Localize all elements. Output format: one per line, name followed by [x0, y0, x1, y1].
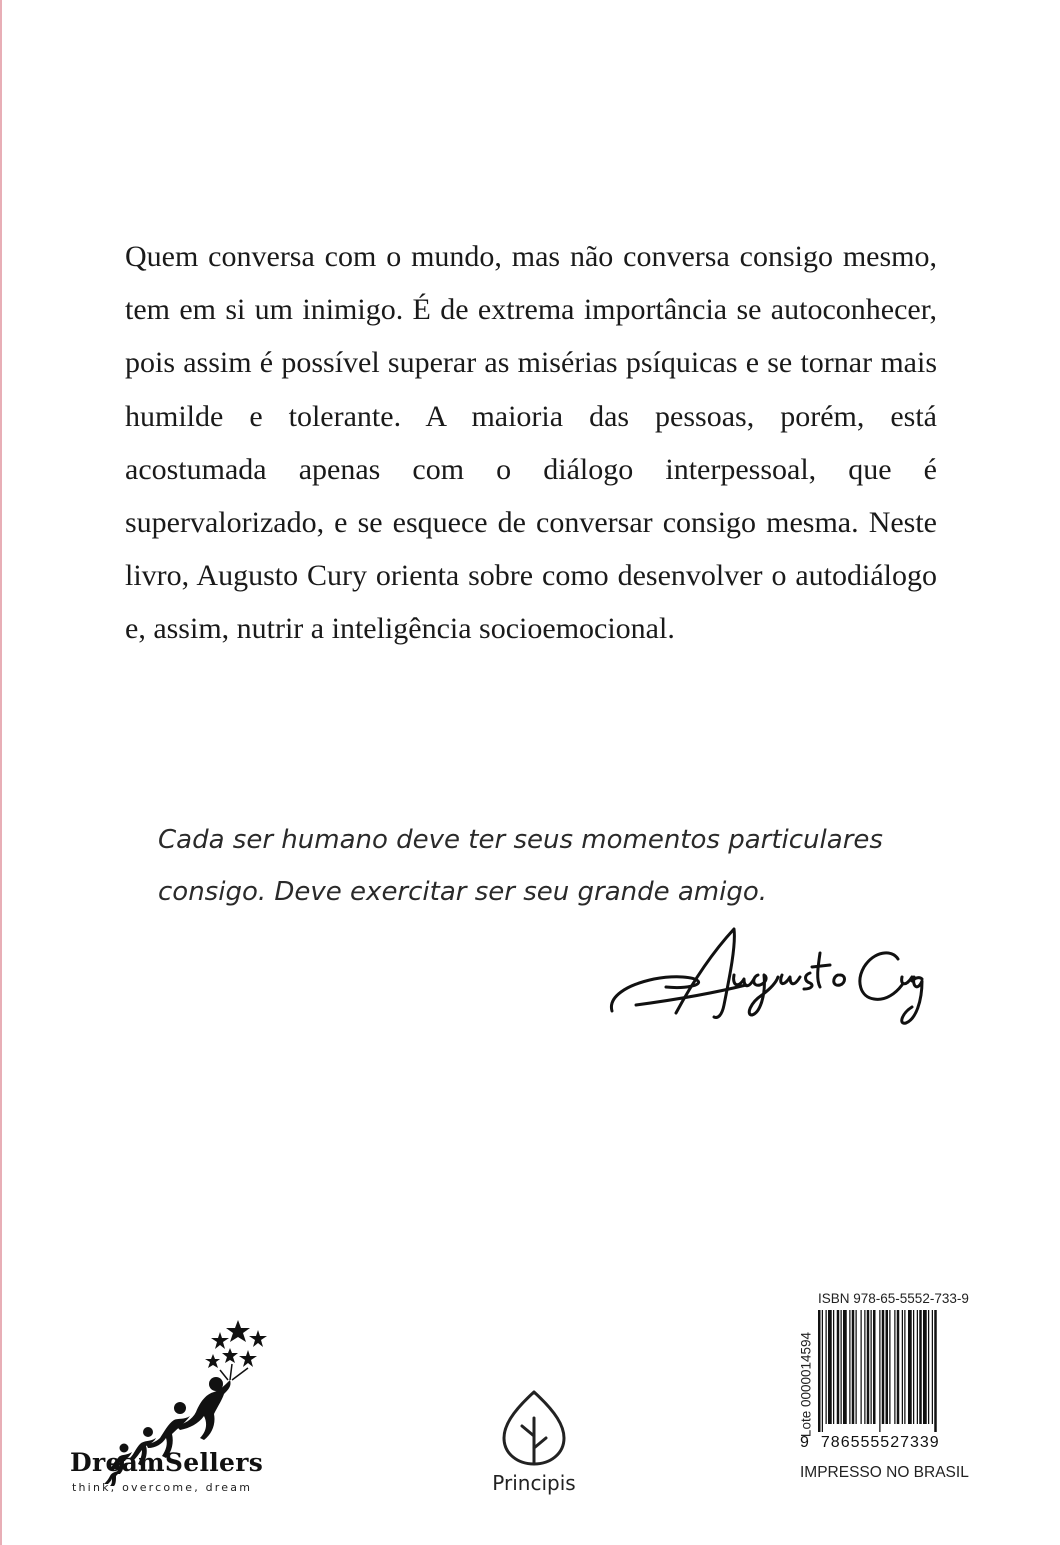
barcode-bar: [894, 1310, 895, 1424]
barcode-bar: [923, 1310, 927, 1424]
dreamsellers-name: DreamSellers: [70, 1448, 264, 1477]
barcode-bar: [889, 1310, 890, 1424]
barcode-bar: [849, 1310, 850, 1424]
barcode-bar: [871, 1310, 872, 1424]
barcode-bar: [934, 1310, 937, 1432]
barcode-bar: [828, 1310, 832, 1424]
barcode-bar: [837, 1310, 840, 1424]
barcode-icon: [818, 1310, 978, 1432]
quote-line-2: consigo. Deve exercitar ser seu grande amigo.: [158, 877, 768, 907]
barcode-bar: [841, 1310, 842, 1424]
principis-name: Principis: [492, 1471, 576, 1495]
spine-edge: [0, 0, 2, 1545]
barcode-bar: [917, 1310, 918, 1424]
barcode-bar: [882, 1310, 885, 1424]
author-signature: [606, 915, 926, 1035]
barcode-digits-rest: 786555527339: [820, 1434, 940, 1451]
author-quote: [158, 814, 918, 918]
dreamsellers-tagline: think, overcome, dream: [72, 1481, 253, 1494]
barcode-bar: [932, 1310, 933, 1424]
barcode-bar: [902, 1310, 903, 1424]
principis-leaf-icon: [502, 1390, 566, 1466]
lote-label: Lote 0000014594: [798, 1331, 814, 1438]
barcode-bar: [856, 1310, 857, 1424]
barcode-digits: [800, 1434, 940, 1452]
barcode-bar: [897, 1310, 900, 1424]
barcode-bar: [826, 1310, 827, 1424]
barcode-bar: [852, 1310, 855, 1424]
barcode-bar: [879, 1310, 880, 1432]
barcode-bar: [873, 1310, 876, 1424]
barcode-bar: [822, 1310, 823, 1432]
barcode-bar: [928, 1310, 929, 1424]
printed-in-brazil: IMPRESSO NO BRASIL: [800, 1464, 969, 1481]
synopsis-text: Quem conversa com o mundo, mas não conversa consigo mesmo, tem em si um inimigo. É de extrema importância se autoconhecer, pois assim é possível superar as misérias psíquicas e se tornar mais humilde e tolerante. A maioria das pessoas, porém, está acostumada apenas com o diálogo interpessoal, que é supervalorizado, e se esquece de conversar consigo mesma. Neste livro, Augusto Cury orienta sobre como desenvolver o autodiálogo e, assim, nutrir a inteligência socioemocional.: [125, 240, 937, 646]
barcode-bar: [913, 1310, 914, 1424]
barcode-bar: [861, 1310, 862, 1424]
barcode-bar: [833, 1310, 834, 1424]
barcode-bar: [904, 1310, 905, 1424]
barcode-bar: [867, 1310, 870, 1424]
barcode-bar: [919, 1310, 922, 1424]
barcode-bar: [843, 1310, 847, 1424]
quote-line-1: Cada ser humano deve ter seus momentos particulares: [158, 825, 883, 855]
barcode-digit-first: 9: [800, 1434, 810, 1451]
barcode-bar: [886, 1310, 889, 1424]
barcode-bar: [908, 1310, 912, 1424]
barcode-bar: [818, 1310, 821, 1432]
barcode-bar: [864, 1310, 865, 1424]
isbn-label: ISBN 978-65-5552-733-9: [818, 1291, 969, 1306]
